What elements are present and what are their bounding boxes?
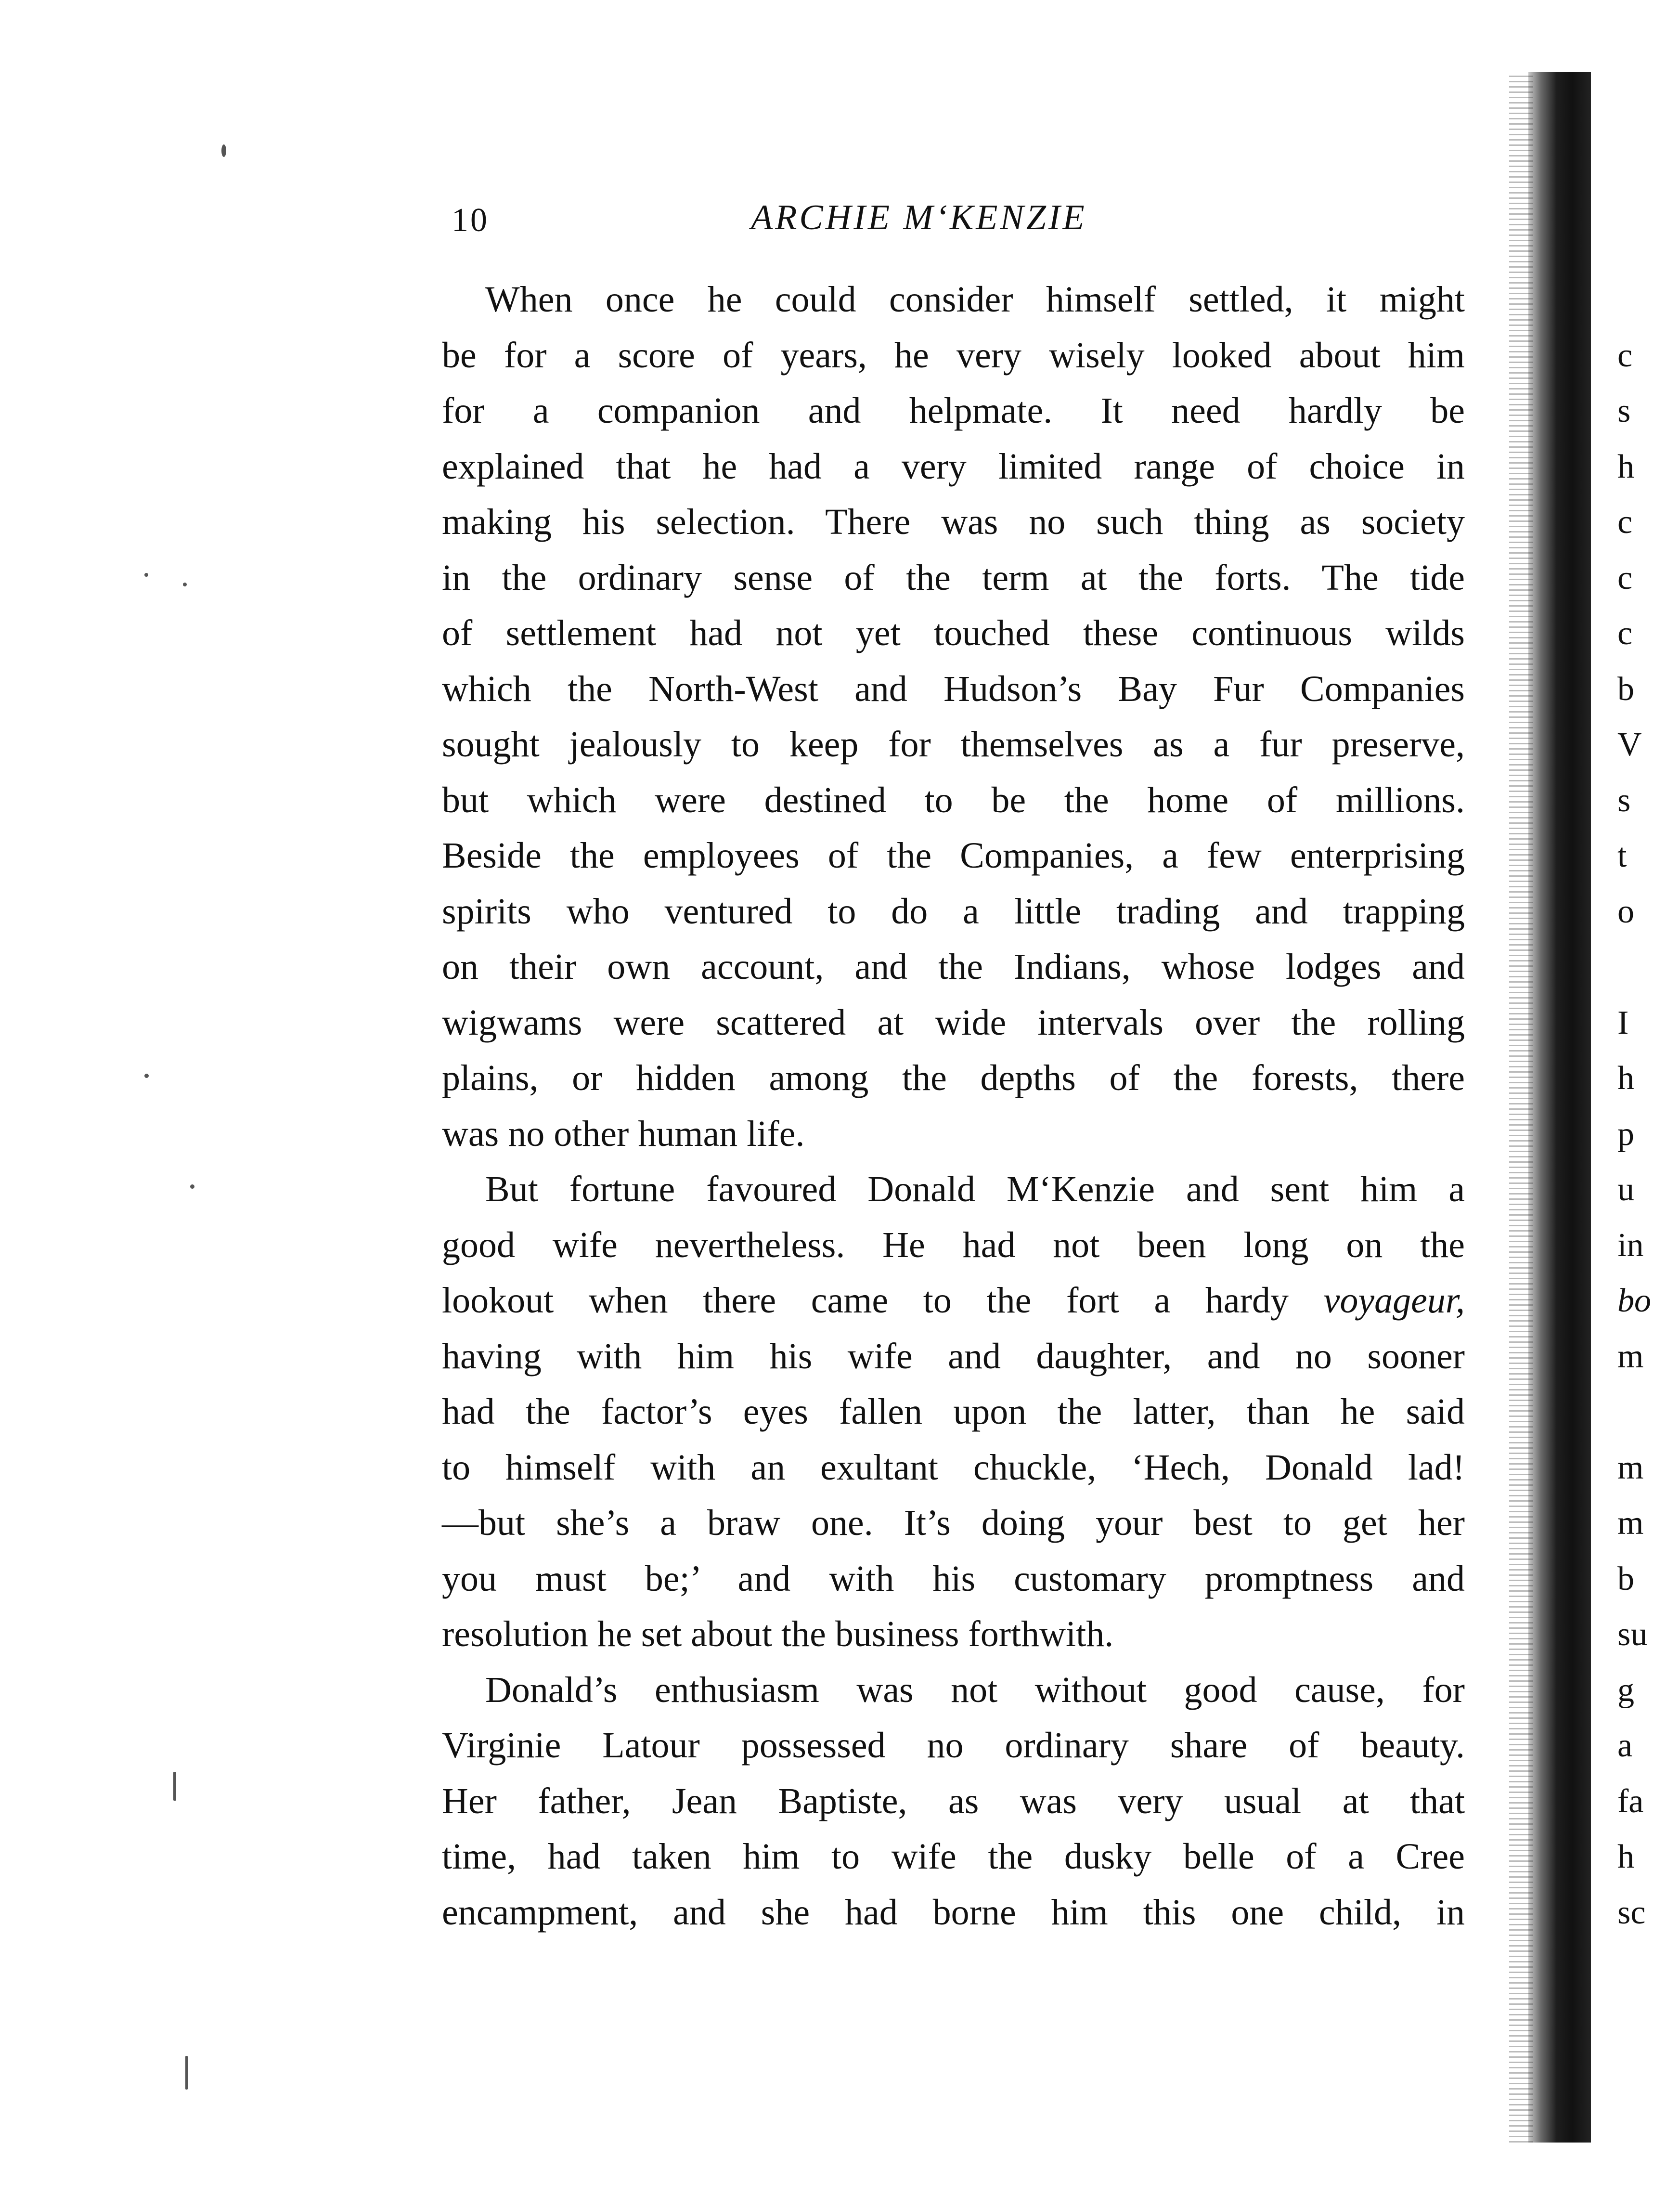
text-line: Donald’s enthusiasm was not without good cause, for xyxy=(485,1669,1465,1710)
text-line: in the ordinary sense of the term at the forts. The tide xyxy=(442,557,1465,598)
facing-page-fragment: b xyxy=(1617,670,1634,708)
facing-page-fragment: c xyxy=(1617,615,1633,652)
facing-page-fragment: m xyxy=(1617,1449,1644,1486)
text-line: making his selection. There was no such thing as society xyxy=(442,502,1465,542)
facing-page-fragment xyxy=(1617,272,1680,328)
text-line: But fortune favoured Donald M‘Kenzie and sent him a xyxy=(485,1169,1465,1209)
scan-speck xyxy=(144,1074,149,1078)
text-line: to himself with an exultant chuckle, ‘Hech, Donald lad! xyxy=(442,1447,1465,1488)
text-line: on their own account, and the Indians, whose lodges and xyxy=(442,947,1465,987)
text-line: Virginie Latour possessed no ordinary share of beauty. xyxy=(442,1725,1465,1766)
scan-speck xyxy=(173,1772,176,1801)
text-line: of settlement had not yet touched these continuous wilds xyxy=(442,613,1465,653)
text-line: which the North-West and Hudson’s Bay Fur Companies xyxy=(442,668,1465,709)
text-line: wigwams were scattered at wide intervals over the rolling xyxy=(442,1002,1465,1043)
facing-page-fragments xyxy=(1617,272,1680,1940)
text-line: was no other human life. xyxy=(442,1113,805,1154)
text-line: When once he could consider himself settled, it might xyxy=(485,279,1465,320)
facing-page-fragment: c xyxy=(1617,504,1633,541)
running-title: ARCHIE M‘KENZIE xyxy=(751,198,1087,237)
page-number: 10 xyxy=(452,202,489,239)
text-line: —but she’s a braw one. It’s doing your best to get her xyxy=(442,1503,1465,1543)
facing-page-fragment: sc xyxy=(1617,1894,1646,1931)
book-gutter-shadow xyxy=(1528,72,1591,2143)
text-line: Beside the employees of the Companies, a few enterprising xyxy=(442,835,1465,876)
facing-page-fragment: c xyxy=(1617,337,1633,374)
facing-page-fragment: su xyxy=(1617,1616,1648,1653)
text-line: for a companion and helpmate. It need hardly be xyxy=(442,390,1465,431)
text-line: having with him his wife and daughter, and no sooner xyxy=(442,1336,1465,1377)
scan-speck xyxy=(183,583,187,586)
facing-page-fragment: t xyxy=(1617,837,1627,874)
facing-page-fragment: m xyxy=(1617,1505,1644,1542)
facing-page-fragment: h xyxy=(1617,448,1634,485)
text-line: but which were destined to be the home of millions. xyxy=(442,779,1465,820)
text-line: spirits who ventured to do a little trading and trapping xyxy=(442,891,1465,932)
facing-page-fragment: V xyxy=(1617,726,1642,763)
facing-page-fragment: s xyxy=(1617,781,1631,819)
text-line: time, had taken him to wife the dusky belle of a Cree xyxy=(442,1836,1465,1877)
text-line: had the factor’s eyes fallen upon the latter, than he said xyxy=(442,1391,1465,1432)
facing-page-fragment: g xyxy=(1617,1671,1634,1709)
facing-page-fragment: s xyxy=(1617,392,1631,429)
facing-page-fragment: a xyxy=(1617,1727,1633,1764)
body-text xyxy=(442,272,1465,1940)
facing-page-fragment: p xyxy=(1617,1115,1634,1153)
scan-speck xyxy=(144,573,148,577)
scan-speck xyxy=(190,1184,194,1189)
facing-page-fragment: bo xyxy=(1617,1282,1651,1319)
facing-page-fragment: h xyxy=(1617,1060,1634,1097)
text-line: be for a score of years, he very wisely looked about him xyxy=(442,335,1465,376)
facing-page-fragment: in xyxy=(1617,1226,1644,1264)
text-line: sought jealously to keep for themselves as a fur preserve, xyxy=(442,724,1465,765)
facing-page-fragment: m xyxy=(1617,1338,1644,1375)
facing-page-fragment: b xyxy=(1617,1560,1634,1598)
italic-word: voyageur, xyxy=(1323,1280,1465,1321)
facing-page-fragment: h xyxy=(1617,1838,1634,1875)
text-line: resolution he set about the business forthwith. xyxy=(442,1614,1114,1654)
text-line: plains, or hidden among the depths of the forests, there xyxy=(442,1058,1465,1098)
text-line: explained that he had a very limited range of choice in xyxy=(442,446,1465,487)
facing-page-fragment: o xyxy=(1617,893,1634,930)
text-line: lookout when there came to the fort a hardy voyageur, xyxy=(442,1280,1465,1321)
text-line: Her father, Jean Baptiste, as was very usual at that xyxy=(442,1780,1465,1821)
facing-page-fragment: I xyxy=(1617,1004,1629,1041)
text-line: encampment, and she had borne him this one child, in xyxy=(442,1892,1465,1933)
facing-page-fragment xyxy=(1617,1384,1680,1440)
scan-speck xyxy=(185,2056,188,2090)
facing-page-fragment: fa xyxy=(1617,1782,1644,1820)
facing-page-fragment: u xyxy=(1617,1171,1634,1208)
text-line: good wife nevertheless. He had not been long on the xyxy=(442,1224,1465,1265)
scan-speck xyxy=(221,144,226,157)
facing-page-fragment xyxy=(1617,939,1680,995)
facing-page-fragment: c xyxy=(1617,559,1633,597)
text-line: you must be;’ and with his customary promptness and xyxy=(442,1558,1465,1599)
